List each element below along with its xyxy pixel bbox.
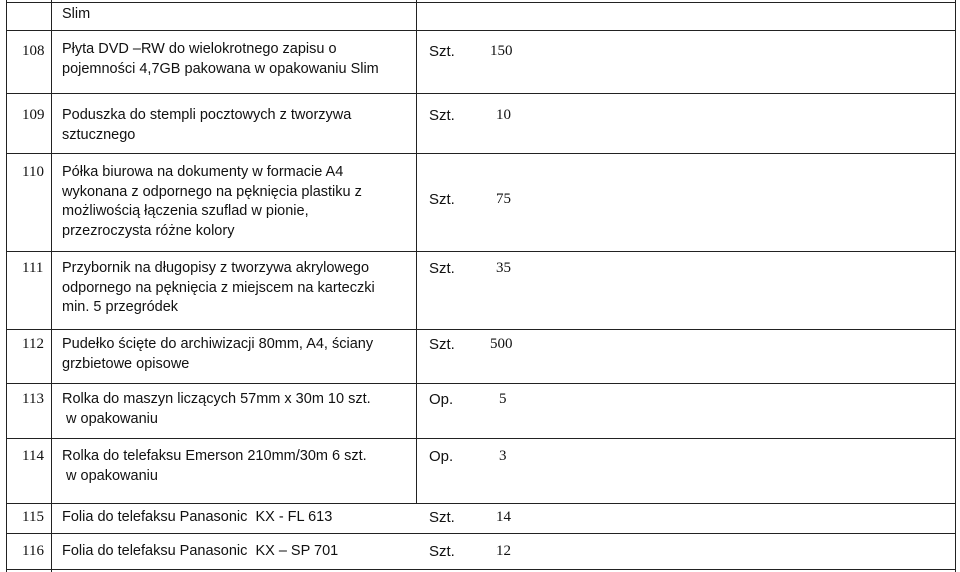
row-quantity: 12 [496,543,511,559]
row-description: Płyta DVD –RW do wielokrotnego zapisu o pojemności 4,7GB pakowana w opakowaniu Slim [62,41,379,77]
row-description: Folia do telefaksu Panasonic KX - FL 613 [62,509,333,525]
row-quantity: 35 [496,260,511,276]
row-number: 111 [22,260,44,276]
row-description: Rolka do maszyn liczących 57mm x 30m 10 szt. w opakowaniu [62,391,371,427]
grid-line [6,438,956,439]
grid-line [6,30,956,31]
grid-line [6,251,956,252]
row-description: Półka biurowa na dokumenty w formacie A4 wykonana z odpornego na pęknięcia plastiku z możliwością łączenia szuflad w pionie, przezroczysta różne kolory [62,164,362,239]
continued-text: Slim [62,6,91,22]
row-number: 109 [22,107,45,123]
price-table [6,0,956,572]
row-description: Rolka do telefaksu Emerson 210mm/30m 6 szt. w opakowaniu [62,448,367,484]
row-unit: Szt. [429,509,455,526]
grid-line [6,329,956,330]
row-number: 113 [22,391,44,407]
row-unit: Szt. [429,191,455,208]
row-description: Poduszka do stempli pocztowych z tworzywa sztucznego [62,107,352,143]
row-quantity: 14 [496,509,511,525]
grid-line [6,503,956,504]
row-number: 116 [22,543,44,559]
row-quantity: 75 [496,191,511,207]
grid-line [6,0,7,572]
row-description: Folia do telefaksu Panasonic KX – SP 701 [62,543,339,559]
row-quantity: 150 [490,43,513,59]
row-unit: Szt. [429,260,455,277]
row-description: Przybornik na długopisy z tworzywa akrylowego odpornego na pęknięcia z miejscem na karteczki min. 5 przegródek [62,260,375,315]
row-unit: Szt. [429,107,455,124]
grid-line [6,2,956,3]
grid-line [6,153,956,154]
row-description: Pudełko ścięte do archiwizacji 80mm, A4, ściany grzbietowe opisowe [62,336,374,372]
row-unit: Szt. [429,336,455,353]
row-number: 114 [22,448,44,464]
row-unit: Szt. [429,43,455,60]
row-quantity: 500 [490,336,513,352]
row-quantity: 10 [496,107,511,123]
row-number: 115 [22,509,44,525]
grid-line [51,0,52,572]
grid-line [6,383,956,384]
row-quantity: 5 [499,391,507,407]
grid-line [6,93,956,94]
row-quantity: 3 [499,448,507,464]
row-unit: Op. [429,448,454,465]
row-number: 110 [22,164,44,180]
row-unit: Op. [429,391,454,408]
grid-line [6,569,956,570]
row-number: 108 [22,43,45,59]
row-number: 112 [22,336,44,352]
grid-line [955,0,956,572]
grid-line [6,533,956,534]
row-unit: Szt. [429,543,455,560]
grid-line [416,0,417,504]
